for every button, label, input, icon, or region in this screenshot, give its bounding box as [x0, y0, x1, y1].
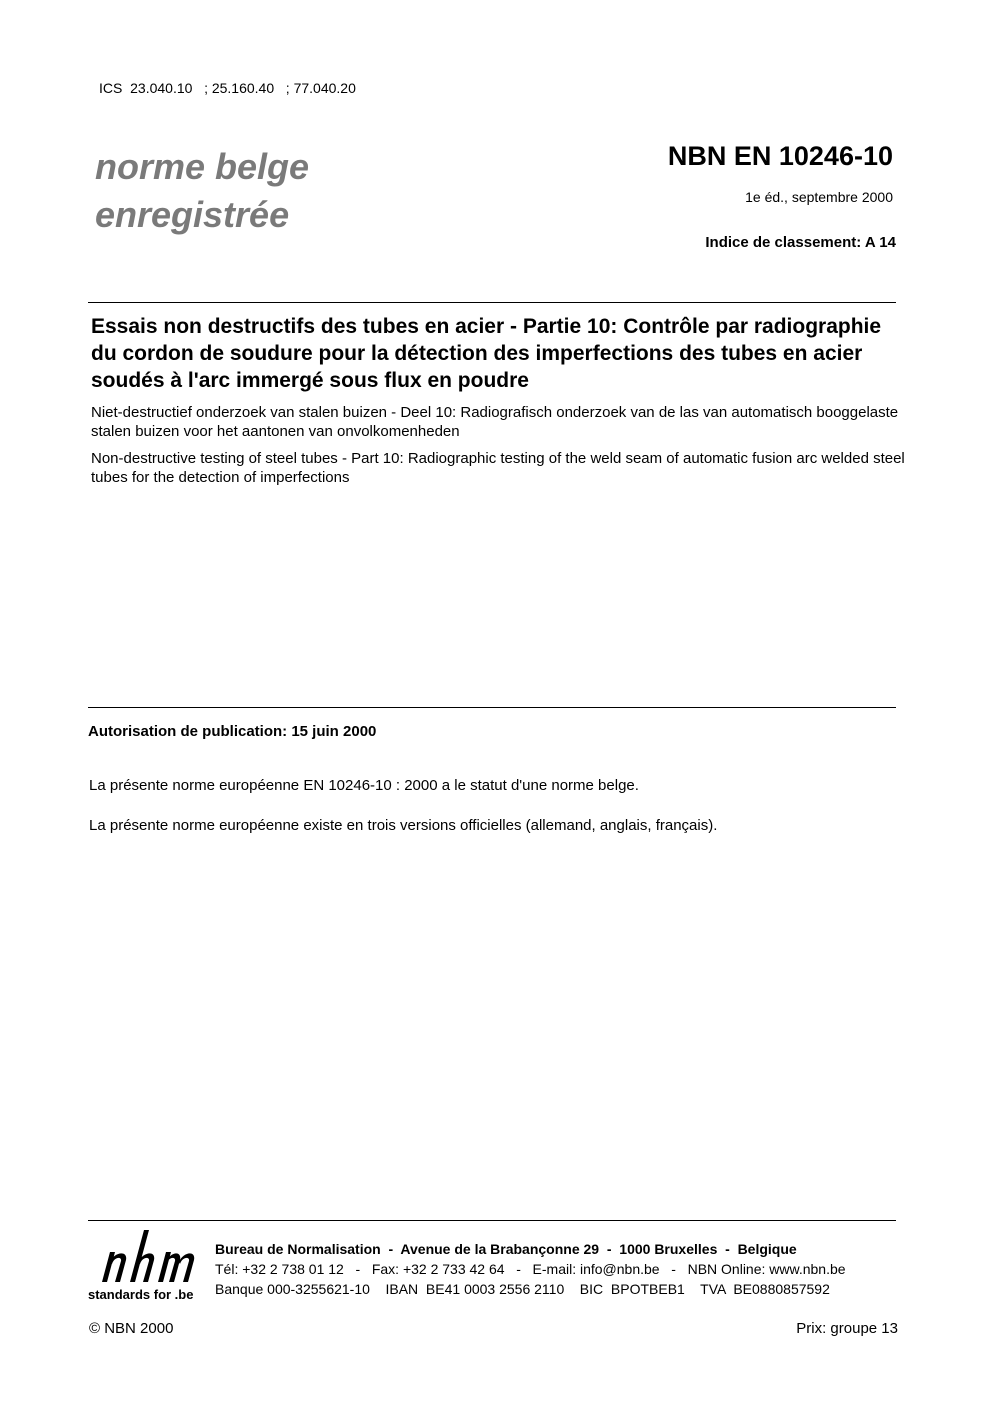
title-english: Non-destructive testing of steel tubes - Part 10: Radiographic testing of the weld seam of automatic fusion arc welded steel tubes for the detection of imperfections [91, 450, 905, 486]
standard-code: NBN EN 10246-10 [667, 141, 893, 171]
versions-paragraph: La présente norme européenne existe en trois versions officielles (allemand, anglais, français). [89, 817, 718, 834]
ics-codes: ICS 23.040.10 ; 25.160.40 ; 77.040.20 [99, 80, 356, 96]
brand-line-2: enregistrée [95, 194, 290, 235]
brand-title [95, 143, 309, 239]
edition-date: 1e éd., septembre 2000 [745, 189, 893, 205]
contact-info: Tél: +32 2 738 01 12 - Fax: +32 2 733 42 64 - E-mail: info@nbn.be - NBN Online: www.nbn.be [215, 1261, 846, 1277]
bank-info: Banque 000-3255621-10 IBAN BE41 0003 2556 2110 BIC BPOTBEB1 TVA BE0880857592 [215, 1281, 830, 1297]
bureau-address: Bureau de Normalisation - Avenue de la Brabançonne 29 - 1000 Bruxelles - Belgique [215, 1241, 797, 1257]
divider-top [88, 302, 896, 303]
logo-tagline: standards for .be [88, 1287, 194, 1302]
divider-middle [88, 707, 896, 708]
price-group: Prix: groupe 13 [796, 1320, 898, 1337]
brand-line-1: norme belge [95, 146, 310, 187]
copyright: © NBN 2000 [89, 1320, 174, 1337]
title-dutch: Niet-destructief onderzoek van stalen buizen - Deel 10: Radiografisch onderzoek van de las van automatisch booggelaste stalen buizen voor het aantonen van onvolkomenheden [91, 404, 899, 440]
classification-index: Indice de classement: A 14 [705, 234, 896, 251]
publication-authorisation: Autorisation de publication: 15 juin 2000 [88, 723, 377, 740]
title-french: Essais non destructifs des tubes en acier - Partie 10: Contrôle par radiographie du cordon de soudure pour la détection des imperfections des tubes en acier soudés à l'arc immergé sous flux en poudre [91, 315, 882, 392]
divider-footer [88, 1220, 896, 1221]
status-paragraph: La présente norme européenne EN 10246-10 : 2000 a le statut d'une norme belge. [89, 777, 639, 794]
